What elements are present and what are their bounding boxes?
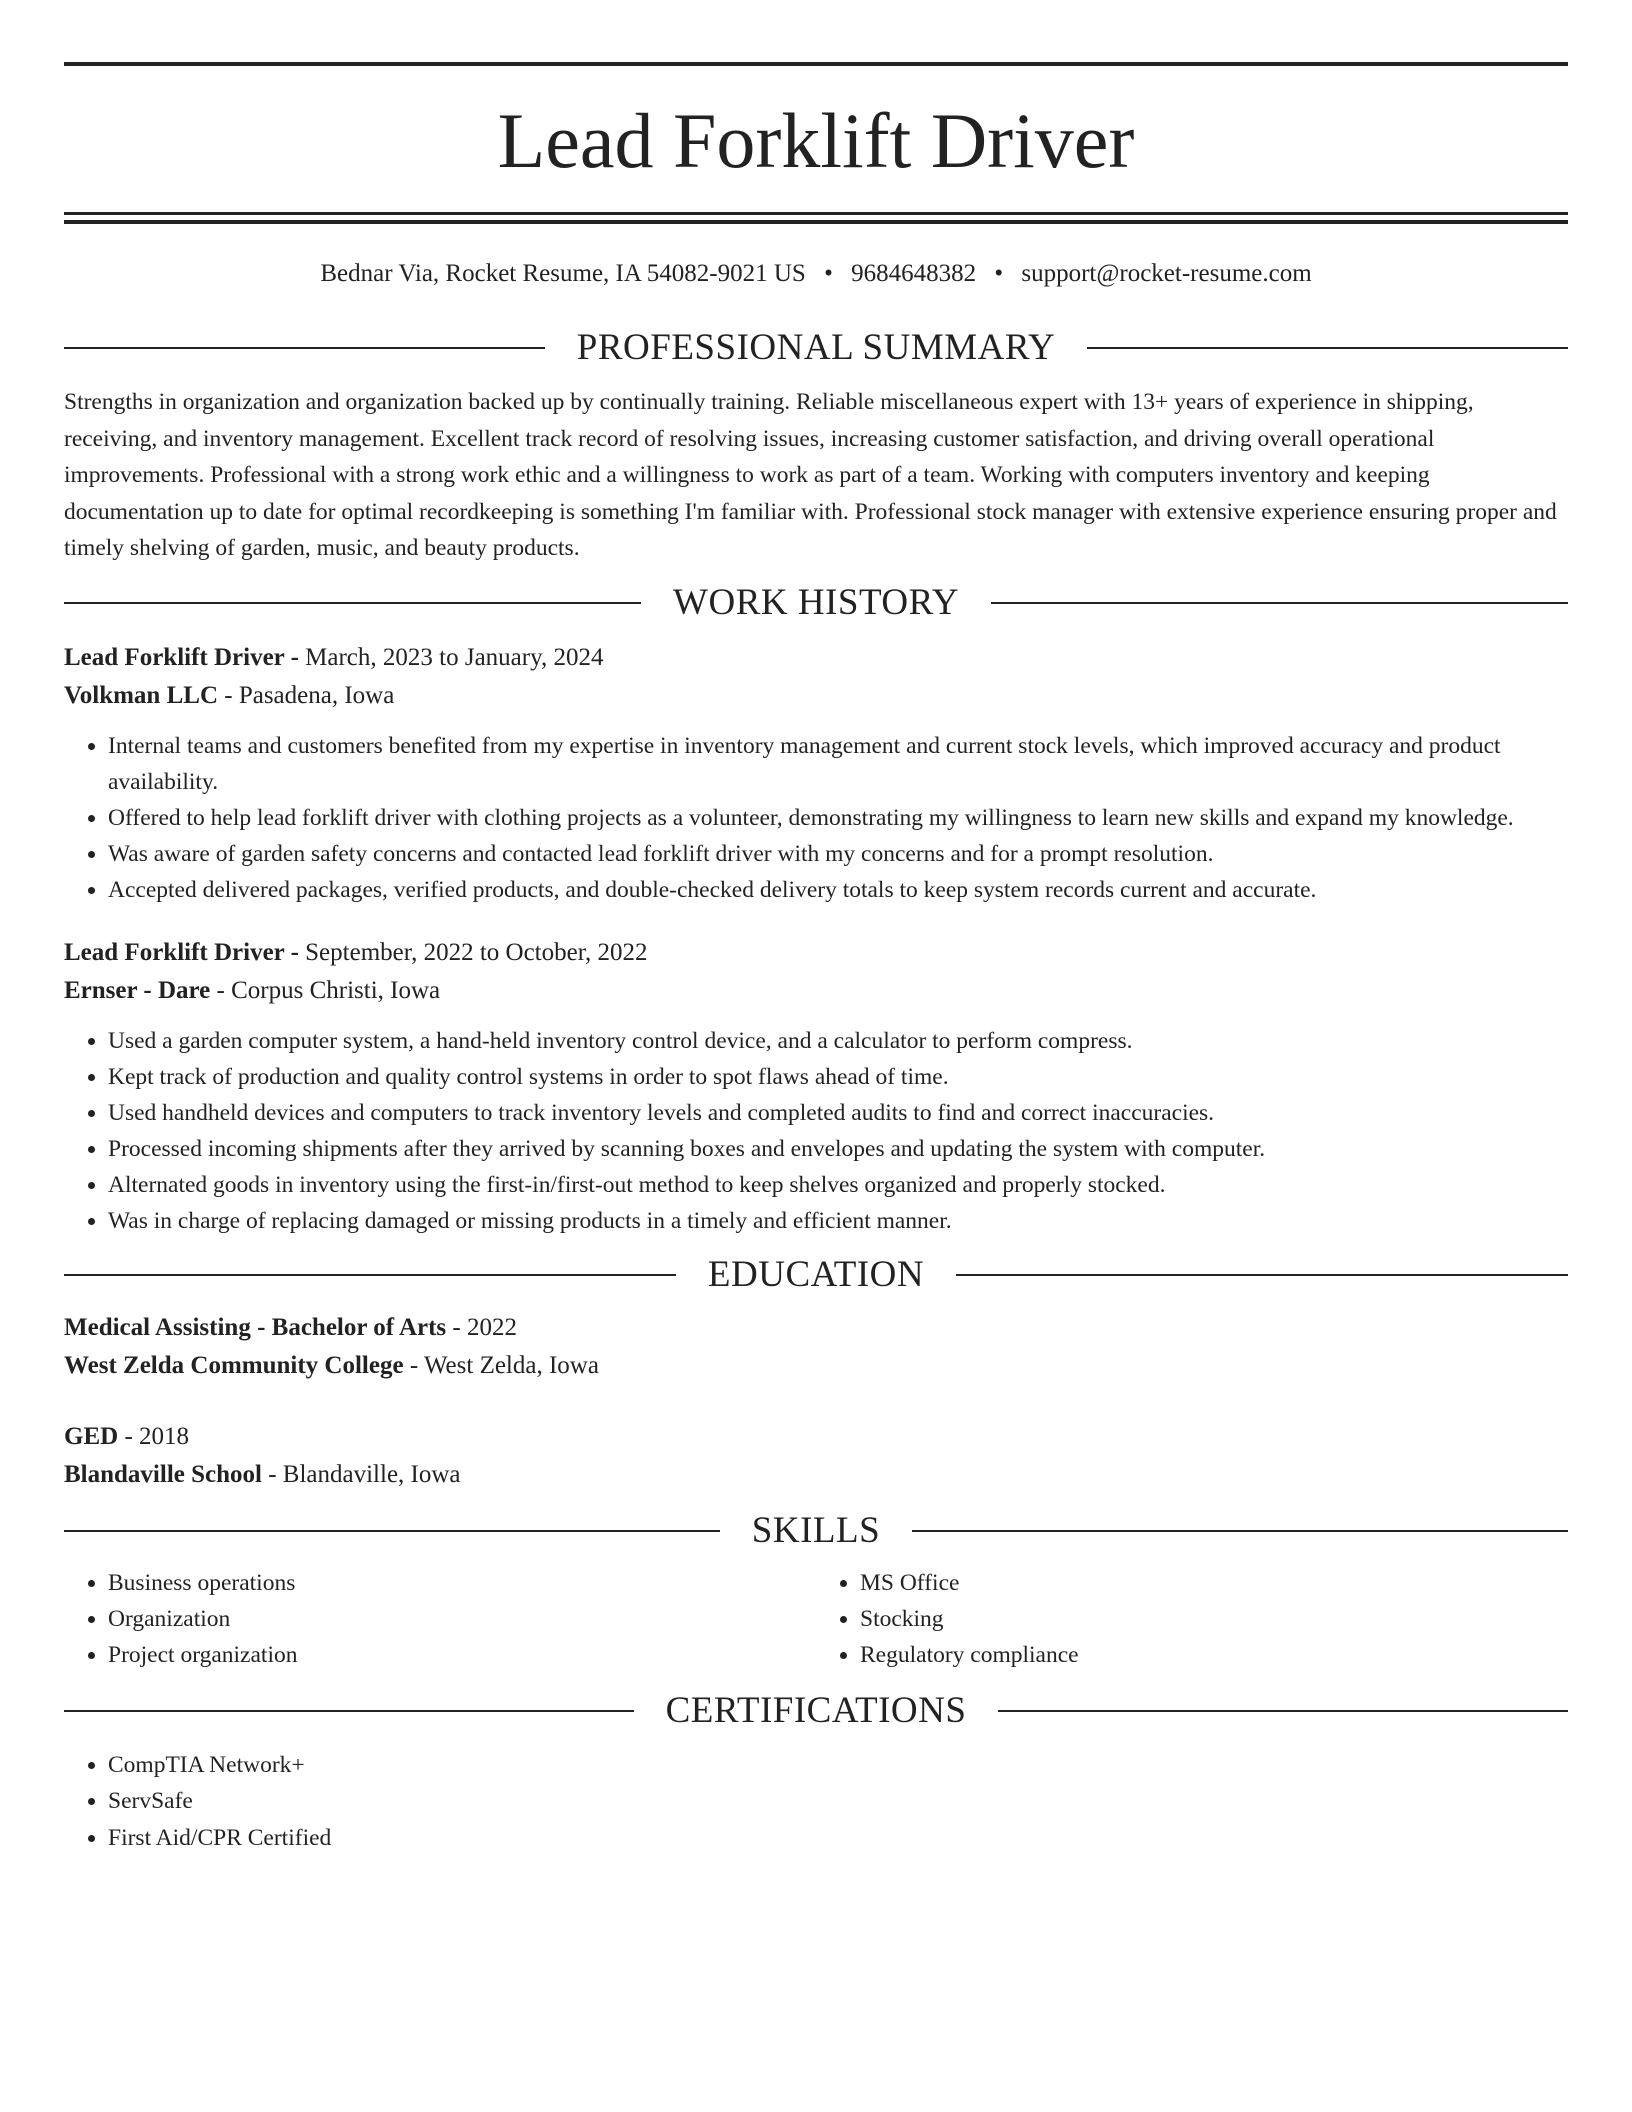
dash: - — [403, 1352, 424, 1379]
summary-text: Strengths in organization and organization backed up by continually training. Reliable miscellaneous expert with 13+ years of experience in shipping, receiving, and inventory management. Excellent track record of resolving issues, increasing customer satisfaction, and driving overall operational improvements. Professional with a strong work ethic and a willingness to work as part of a team. Working with computers inventory and keeping documentation up to date for optimal recordkeeping is something I'm familiar with. Professional stock manager with extensive experience ensuring proper and timely shelving of garden, music, and beauty products. — [64, 389, 1557, 561]
section-heading-certifications — [64, 1689, 1568, 1733]
job-location: Pasadena, Iowa — [238, 682, 395, 709]
list-item: • Processed incoming shipments after they arrived by scanning boxes and envelopes and updating the system with computer. — [108, 1131, 1568, 1167]
contact-email: support@rocket-resume.com — [1021, 260, 1312, 287]
job-company: Ernser - Dare — [64, 977, 211, 1004]
dash: - — [118, 1422, 140, 1450]
section-heading-summary — [64, 326, 1568, 370]
contact-line — [64, 258, 1568, 290]
edu-school-line — [64, 1347, 1568, 1386]
job-title-line — [64, 934, 1568, 973]
education-entry — [64, 1418, 1568, 1495]
dash: - — [261, 1461, 283, 1488]
skill-item: • Organization — [108, 1601, 816, 1637]
list-item: • Used handheld devices and computers to track inventory levels and completed audits to find and correct inaccuracies. — [108, 1095, 1568, 1131]
job-bullets — [64, 728, 1568, 908]
heading-rule — [1087, 347, 1568, 349]
certification-item: • CompTIA Network+ — [108, 1747, 1568, 1784]
heading-rule — [912, 1530, 1568, 1532]
section-heading-education — [64, 1253, 1568, 1297]
job-dates: March, 2023 to January, 2024 — [305, 643, 604, 671]
resume-name: Lead Forklift Driver — [497, 97, 1135, 184]
dash: - — [284, 643, 306, 671]
edu-year: 2018 — [139, 1422, 190, 1450]
skills-grid — [64, 1565, 1568, 1673]
skill-item: • MS Office — [860, 1565, 1568, 1601]
edu-degree: Medical Assisting - Bachelor of Arts — [64, 1313, 447, 1341]
contact-phone: 9684648382 — [851, 260, 977, 287]
heading-rule — [64, 1530, 720, 1532]
job-dates: September, 2022 to October, 2022 — [305, 938, 648, 966]
list-item: • Kept track of production and quality control systems in order to spot flaws ahead of time. — [108, 1059, 1568, 1095]
job-title: Lead Forklift Driver — [64, 643, 285, 671]
certifications-list — [64, 1747, 1568, 1857]
list-item: • Was aware of garden safety concerns and contacted lead forklift driver with my concerns and for a prompt resolution. — [108, 836, 1568, 872]
edu-degree-line — [64, 1418, 1568, 1457]
section-title: PROFESSIONAL SUMMARY — [576, 327, 1056, 368]
edu-location: West Zelda, Iowa — [423, 1352, 599, 1379]
dash: - — [446, 1313, 467, 1341]
section-title: WORK HISTORY — [673, 581, 959, 623]
list-item: • Used a garden computer system, a hand-held inventory control device, and a calculator to perform compress. — [108, 1023, 1568, 1059]
list-item: • Alternated goods in inventory using the first-in/first-out method to keep shelves organized and properly stocked. — [108, 1167, 1568, 1203]
list-item: • Offered to help lead forklift driver with clothing projects as a volunteer, demonstrating my willingness to learn new skills and expand my knowledge. — [108, 800, 1568, 836]
certification-item: • ServSafe — [108, 1783, 1568, 1820]
dash: - — [284, 938, 306, 966]
heading-rule — [998, 1710, 1568, 1712]
skills-column-left — [64, 1565, 816, 1673]
heading-rule — [64, 602, 641, 604]
edu-year: 2022 — [466, 1313, 517, 1341]
heading-rule — [64, 1710, 634, 1712]
dash: - — [218, 682, 239, 709]
job-entry — [64, 934, 1568, 1239]
edu-degree-line — [64, 1309, 1568, 1348]
skill-item: • Project organization — [108, 1637, 816, 1673]
job-title: Lead Forklift Driver — [64, 938, 285, 966]
skill-item: • Regulatory compliance — [860, 1637, 1568, 1673]
contact-address: Bednar Via, Rocket Resume, IA 54082-9021 US — [320, 260, 806, 287]
edu-school: West Zelda Community College — [64, 1352, 404, 1379]
contact-separator: • — [994, 260, 1004, 287]
list-item: • Accepted delivered packages, verified products, and double-checked delivery totals to keep system records current and accurate. — [108, 872, 1568, 908]
edu-degree: GED — [64, 1422, 119, 1450]
edu-location: Blandaville, Iowa — [282, 1461, 461, 1488]
edu-school-line — [64, 1456, 1568, 1495]
job-company-line — [64, 972, 1568, 1011]
skills-column-right — [816, 1565, 1568, 1673]
job-company: Volkman LLC — [64, 682, 218, 709]
edu-school: Blandaville School — [64, 1461, 262, 1488]
job-bullets — [64, 1023, 1568, 1239]
skill-item: • Stocking — [860, 1601, 1568, 1637]
list-item: • Was in charge of replacing damaged or missing products in a timely and efficient manner. — [108, 1203, 1568, 1239]
top-rule — [64, 62, 1568, 66]
job-entry — [64, 639, 1568, 908]
heading-rule — [991, 602, 1568, 604]
section-heading-work — [64, 581, 1568, 625]
section-title: SKILLS — [751, 1509, 881, 1551]
dash: - — [210, 977, 232, 1004]
certification-item: • First Aid/CPR Certified — [108, 1820, 1568, 1857]
section-title: CERTIFICATIONS — [665, 1689, 967, 1731]
double-rule — [64, 212, 1568, 224]
job-location: Corpus Christi, Iowa — [231, 977, 441, 1004]
section-title: EDUCATION — [707, 1253, 925, 1295]
heading-rule — [64, 347, 545, 349]
skill-item: • Business operations — [108, 1565, 816, 1601]
job-company-line — [64, 677, 1568, 716]
contact-separator: • — [824, 260, 833, 287]
heading-rule — [64, 1274, 676, 1276]
job-title-line — [64, 639, 1568, 678]
heading-rule — [956, 1274, 1568, 1276]
list-item: • Internal teams and customers benefited from my expertise in inventory management and current stock levels, which improved accuracy and product availability. — [108, 728, 1568, 800]
education-entry — [64, 1309, 1568, 1386]
section-heading-skills — [64, 1509, 1568, 1553]
